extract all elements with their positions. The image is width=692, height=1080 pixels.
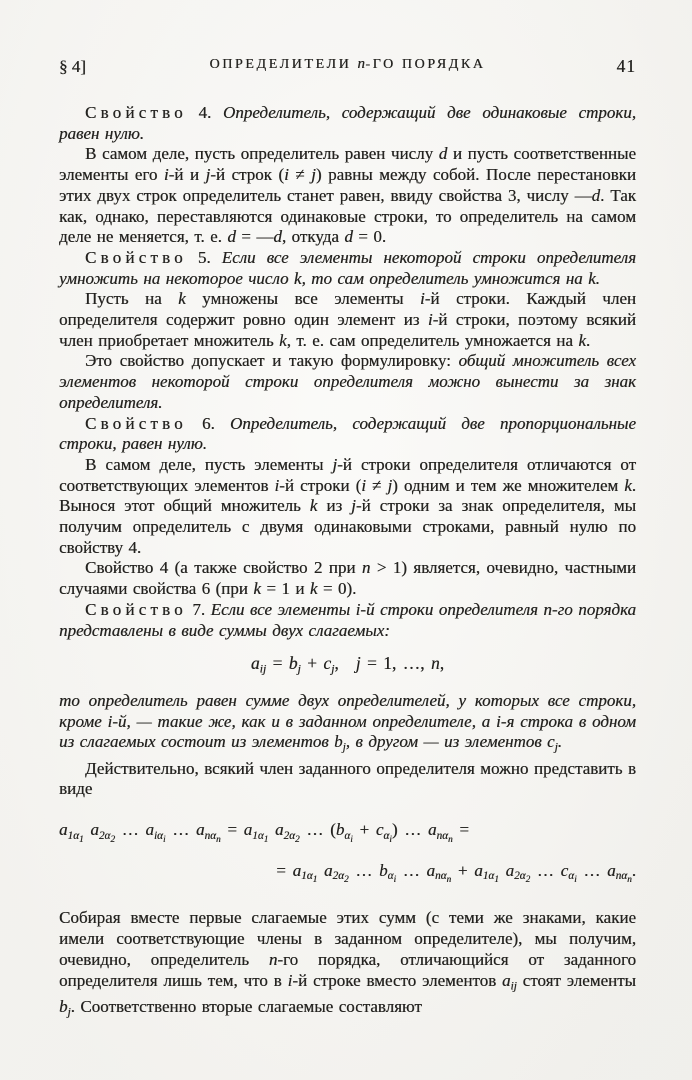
chapter-title: ОПРЕДЕЛИТЕЛИ n-ГО ПОРЯДКА	[209, 56, 486, 72]
property-6-remark: Свойство 4 (а также свойство 2 при n > 1) является, очевидно, частными случаями свойства 6 (при k = 1 и k = 0).	[59, 558, 636, 599]
page-number: 41	[616, 56, 636, 76]
property-6-proof: В самом деле, пусть элементы j-й строки определителя отличаются от соответствующих элементов i-й строки (i ≠ j) одним и тем же множителем k. Вынося этот общий множитель k из j-й строки за знак определителя, мы получим определитель с двумя одинаковыми строками, равный нулю по свойству 4.	[59, 454, 637, 557]
property-5-proof: Пусть на k умножены все элементы i-й строки. Каждый член определителя содержит ровно один элемент из i-й строки, поэтому всякий член приобретает множитель k, т. е. сам определитель умножается на k.	[59, 289, 636, 350]
property-7-statement-continued: то определитель равен сумме двух определителей, у которых все строки, кроме i-й, — такие же, как и в заданном определителе, а i-я строка в одном из слагаемых состоит из элементов $b_j$, в другом — из элементов $c_j$.	[59, 690, 636, 754]
property-5-statement: Свойство 5. Если все элементы некоторой строки определителя умножить на некоторое число k, то сам определитель умножится на k.	[59, 247, 636, 288]
property-5-reformulation: Это свойство допускает и такую формулировку: общий множитель всех элементов некоторой строки определителя можно вынести за знак определителя.	[59, 351, 637, 412]
property-4-proof: В самом деле, пусть определитель равен числу d и пусть соответственные элементы его i-й и j-й строк (i ≠ j) равны между собой. После перестановки этих двух строк определитель станет равен, ввиду свойства 3, числу —d. Так как, однако, переставляются одинаковые строки, то определитель на самом деле не меняется, т. е. d = —d, откуда d = 0.	[59, 144, 637, 247]
section-marker: § 4]	[59, 57, 86, 76]
term-expansion-formula: $a_{1\alpha_1}$ $a_{2\alpha_2}$ … $a_{i\alpha_i}$ … $a_{n\alpha_n} = a_{1\alpha_1}$ $a_{2\alpha_2}$ … $(b_{\alpha_i} + c_{\alpha_i})$ … $a_{n\alpha_n}$ = = $a_{1\alpha_1}$ $a_{2\alpha_2}$ … $b_{\alpha_i}$ … $a_{n\alpha_n} + a_{1\alpha_1}$ $a_{2\alpha_2}$ … $c_{\alpha_i}$ … $a_{n\alpha_n}$.	[59, 820, 636, 885]
property-7-proof-intro: Действительно, всякий член заданного определителя можно представить в виде	[59, 758, 636, 799]
property-7-proof-continued: Собирая вместе первые слагаемые этих сумм (с теми же знаками, какие имели соответствующие члены в заданном определителе), мы получим, очевидно, определитель n-го порядка, отличающийся от заданного определителя лишь тем, что в i-й строке вместо элементов $a_{ij}$ стоят элементы $b_j$. Соответственно вторые слагаемые составляют	[59, 908, 636, 1019]
row-sum-formula: $a_{ij} = b_j + c_j$, j = 1, …, n,	[250, 653, 445, 676]
property-7-statement: Свойство 7. Если все элементы i-й строки определителя n-го порядка представлены в виде суммы двух слагаемых:	[59, 599, 636, 640]
property-4-statement: Свойство 4. Определитель, содержащий две одинаковые строки, равен нулю.	[59, 103, 636, 143]
property-6-statement: Свойство 6. Определитель, содержащий две пропорциональные строки, равен нулю.	[59, 413, 636, 454]
running-head	[59, 56, 636, 78]
page-body	[59, 103, 636, 1023]
